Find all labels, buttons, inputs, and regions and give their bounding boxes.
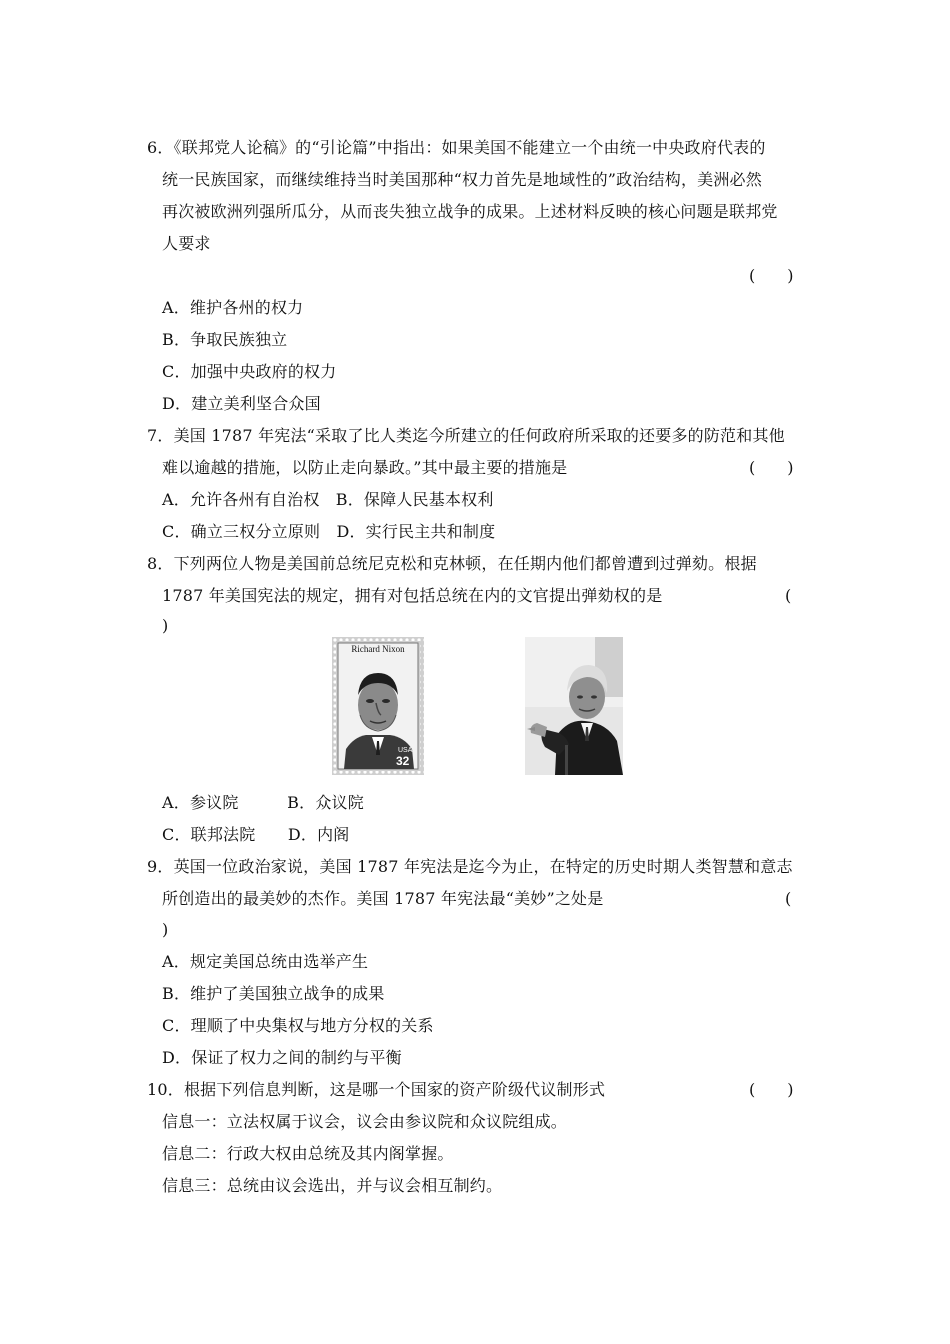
q8-stem-line-1: 8．下列两位人物是美国前总统尼克松和克林顿，在任期内他们都曾遭到过弹劾。根据 <box>147 554 757 573</box>
q7-answer-paren: ( ) <box>749 458 794 477</box>
q10-info-2: 信息二：行政大权由总统及其内阁掌握。 <box>162 1144 454 1163</box>
q9-stem-line-2: 所创造出的最美妙的杰作。美国 1787 年宪法最“美妙”之处是 <box>162 889 604 908</box>
nixon-stamp-image <box>332 637 424 775</box>
q7-stem-line-2: 难以逾越的措施，以防止走向暴政。”其中最主要的措施是 <box>162 458 568 477</box>
q7-stem-line-1: 7．美国 1787 年宪法“采取了比人类迄今所建立的任何政府所采取的还要多的防范和其他 <box>147 426 785 445</box>
stamp-country-label: USA <box>398 747 413 754</box>
q9-option-b: B．维护了美国独立战争的成果 <box>162 984 385 1003</box>
q8-stem-line-2: 1787 年美国宪法的规定，拥有对包括总统在内的文官提出弹劾权的是 <box>162 586 663 605</box>
q9-answer-paren-close: ) <box>162 920 169 939</box>
q10-answer-paren: ( ) <box>749 1080 794 1099</box>
q8-answer-paren-close: ) <box>162 616 169 635</box>
q6-option-d: D．建立美利坚合众国 <box>162 394 321 413</box>
q6-option-c: C．加强中央政府的权力 <box>162 362 337 381</box>
q6-option-b: B．争取民族独立 <box>162 330 288 349</box>
q9-option-c: C．理顺了中央集权与地方分权的关系 <box>162 1016 434 1035</box>
q10-stem-line-1: 10．根据下列信息判断，这是哪一个国家的资产阶级代议制形式 <box>147 1080 606 1099</box>
q9-stem-line-1: 9．英国一位政治家说，美国 1787 年宪法是迄今为止，在特定的历史时期人类智慧和意志 <box>147 857 793 876</box>
q8-answer-paren-open: ( <box>785 586 792 605</box>
q9-option-d: D．保证了权力之间的制约与平衡 <box>162 1048 402 1067</box>
q6-answer-paren: ( ) <box>749 266 794 285</box>
stamp-value-label: 32 <box>396 754 410 768</box>
q8-options-ab: A．参议院 B．众议院 <box>162 793 364 812</box>
q10-info-1: 信息一：立法权属于议会，议会由参议院和众议院组成。 <box>162 1112 568 1131</box>
clinton-photo-image <box>525 637 623 775</box>
q7-options-ab: A．允许各州有自治权 B．保障人民基本权利 <box>162 490 494 509</box>
q6-stem-line-4: 人要求 <box>162 234 211 253</box>
q8-options-cd: C．联邦法院 D．内阁 <box>162 825 350 844</box>
q6-stem-line-3: 再次被欧洲列强所瓜分，从而丧失独立战争的成果。上述材料反映的核心问题是联邦党 <box>162 202 778 221</box>
q7-options-cd: C．确立三权分立原则 D．实行民主共和制度 <box>162 522 496 541</box>
stamp-name-label: Richard Nixon <box>351 644 405 654</box>
q10-info-3: 信息三：总统由议会选出，并与议会相互制约。 <box>162 1176 503 1195</box>
q6-stem-line-2: 统一民族国家，而继续维持当时美国那种“权力首先是地域性的”政治结构，美洲必然 <box>162 170 762 189</box>
q6-stem-line-1: 6．《联邦党人论稿》的“引论篇”中指出：如果美国不能建立一个由统一中央政府代表的 <box>147 138 766 157</box>
q9-option-a: A．规定美国总统由选举产生 <box>162 952 369 971</box>
q9-answer-paren-open: ( <box>785 889 792 908</box>
q6-option-a: A．维护各州的权力 <box>162 298 304 317</box>
